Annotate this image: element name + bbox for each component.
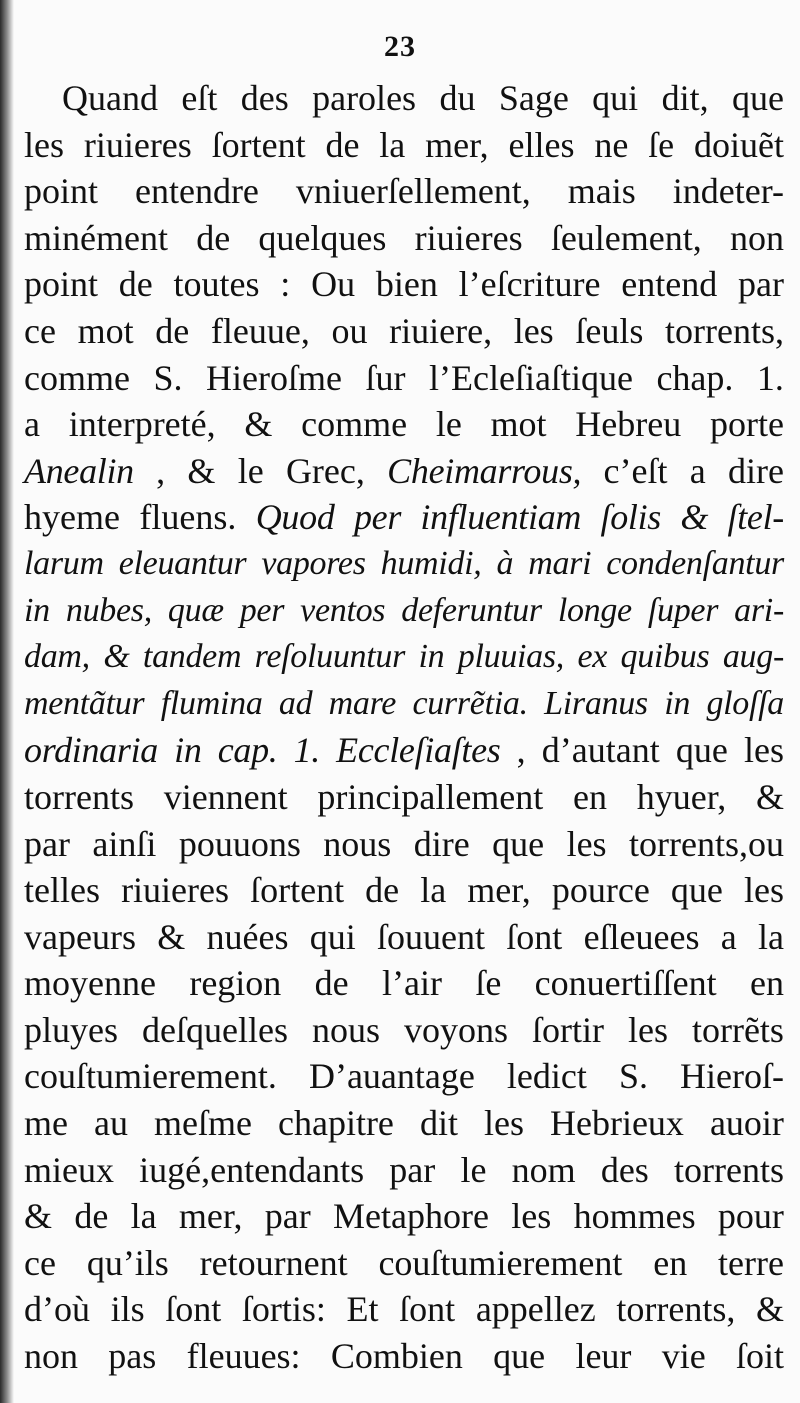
word: humidi, <box>380 544 482 582</box>
word: mer, <box>425 124 489 165</box>
word: indeter- <box>672 171 784 212</box>
word: les <box>743 870 784 911</box>
word: non <box>730 217 784 258</box>
word: la <box>758 916 784 957</box>
word: eleuantur <box>118 544 247 582</box>
word: vapeurs <box>24 916 136 957</box>
word: Cheimarrous, <box>387 450 582 491</box>
word: ſolis <box>600 497 662 538</box>
word: pource <box>551 870 650 911</box>
word: d’autant <box>541 730 660 771</box>
word: larum <box>24 544 104 582</box>
word: ce <box>24 310 56 351</box>
word: que <box>675 730 728 771</box>
word: ari- <box>734 591 784 629</box>
word: deferuntur <box>401 591 542 629</box>
word: Et <box>346 1289 379 1330</box>
word: chap. <box>656 357 734 398</box>
word: S. <box>618 1056 648 1097</box>
word: , <box>516 730 526 771</box>
word: ſur <box>365 357 406 398</box>
word: nous <box>323 823 392 864</box>
word: dam, <box>24 638 90 676</box>
word: voyons <box>403 1009 508 1050</box>
word: des <box>240 78 289 118</box>
text-line <box>24 401 784 448</box>
word: , <box>156 450 166 491</box>
word: tandem <box>142 638 242 676</box>
word: quelques <box>258 217 387 258</box>
word: la <box>379 124 406 165</box>
word: per <box>239 591 285 629</box>
word: par <box>738 264 784 305</box>
word: vie <box>661 1336 706 1377</box>
word: mieux <box>24 1149 114 1190</box>
word: ſeulement, <box>550 217 702 258</box>
word: par <box>24 823 70 864</box>
text-line <box>24 215 784 262</box>
word: ſeuls <box>575 310 644 351</box>
word: interpreté, <box>68 404 216 445</box>
word: reſoluuntur <box>254 638 406 676</box>
word: ventos <box>300 591 386 629</box>
word: pour <box>717 1196 784 1237</box>
text-line <box>24 588 784 635</box>
word: hommes <box>573 1196 696 1237</box>
word: point <box>24 171 99 212</box>
word: mare <box>328 684 397 722</box>
word: les <box>511 1196 552 1237</box>
word: que <box>492 823 545 864</box>
word: : <box>280 264 291 305</box>
word: pouuons <box>178 823 301 864</box>
word: porte <box>709 404 784 445</box>
word: Metaphore <box>333 1196 489 1237</box>
text-line <box>24 1100 784 1147</box>
word: & <box>24 1196 53 1237</box>
word: vapores <box>261 544 366 582</box>
word: elles <box>508 124 575 165</box>
word: in <box>24 591 50 629</box>
word: Hebrieux <box>549 1103 684 1144</box>
word: & <box>755 1289 784 1330</box>
word: que <box>731 78 784 118</box>
word: 1. <box>293 730 321 771</box>
word: a <box>720 916 737 957</box>
word: hyuer, <box>636 776 727 817</box>
word: mer, <box>467 870 531 911</box>
word: torrẽts <box>691 1009 784 1050</box>
word: & <box>187 450 216 491</box>
word: eſt <box>181 78 218 118</box>
word: a <box>24 404 40 445</box>
text-line <box>24 168 784 215</box>
word: pas <box>108 1336 157 1377</box>
word: dire <box>413 823 470 864</box>
word: ſe <box>648 124 675 165</box>
word: & <box>157 916 186 957</box>
word: torrents, <box>616 1289 736 1330</box>
page-number: 23 <box>384 30 416 63</box>
word: S. <box>153 357 183 398</box>
word: fleuues: <box>186 1336 301 1377</box>
text-line <box>24 960 784 1007</box>
text-line <box>24 75 784 122</box>
word: nous <box>311 1009 380 1050</box>
word: mot <box>77 310 134 351</box>
word: a <box>689 450 706 491</box>
word: Ou <box>311 264 356 305</box>
word: mentãtur <box>24 684 145 722</box>
word: quæ <box>167 591 224 629</box>
text-line <box>24 541 784 588</box>
word: la <box>130 1196 157 1237</box>
word: le <box>435 404 462 445</box>
word: du <box>439 78 476 118</box>
text-line <box>24 914 784 961</box>
word: en <box>573 776 607 817</box>
word: terre <box>718 1242 784 1283</box>
word: dit <box>419 1103 458 1144</box>
text-line <box>24 122 784 169</box>
text-line <box>24 774 784 821</box>
word: moyenne <box>24 963 156 1004</box>
word: que <box>493 1336 546 1377</box>
word: fluens. <box>139 497 237 538</box>
word: ſortent <box>250 870 345 911</box>
word: dit, <box>661 78 709 118</box>
word: les <box>627 1009 668 1050</box>
word: hyeme <box>24 497 120 538</box>
word: ordinaria <box>24 730 158 771</box>
word: de <box>365 870 400 911</box>
word: ad <box>278 684 313 722</box>
text-line <box>24 727 784 774</box>
word: que <box>670 870 723 911</box>
word: qui <box>592 78 639 118</box>
word: mer, <box>178 1196 243 1237</box>
word: & <box>244 404 273 445</box>
word: couſtumierement. <box>24 1056 277 1097</box>
word: ſortent <box>211 124 306 165</box>
word: les <box>483 1103 524 1144</box>
word: mot <box>490 404 547 445</box>
word: & <box>103 638 130 676</box>
word: le <box>237 450 264 491</box>
word: me <box>24 1103 68 1144</box>
word: couſtumierement <box>378 1242 623 1283</box>
word: l’Ecleſiaſtique <box>429 357 633 398</box>
word: ſont <box>165 1289 222 1330</box>
word: cap. <box>217 730 278 771</box>
text-line <box>24 1333 784 1380</box>
word: de <box>196 217 231 258</box>
word: ainſi <box>92 823 157 864</box>
text-line <box>24 1007 784 1054</box>
text-line <box>24 308 784 355</box>
word: au <box>94 1103 128 1144</box>
word: nubes, <box>65 591 152 629</box>
binding-shadow <box>0 0 14 1403</box>
word: ou <box>331 310 368 351</box>
word: D’auantage <box>308 1056 475 1097</box>
word: l’air <box>382 963 442 1004</box>
word: riuieres <box>83 124 192 165</box>
word: ex <box>577 638 608 676</box>
word: Anealin <box>24 450 134 491</box>
word: in <box>664 684 691 722</box>
word: meſme <box>154 1103 252 1144</box>
word: l’eſcriture <box>458 264 601 305</box>
word: ne <box>594 124 629 165</box>
word: de <box>314 963 349 1004</box>
word: longe <box>557 591 632 629</box>
word: appellez <box>475 1289 596 1330</box>
word: ſoit <box>735 1336 784 1377</box>
word: influentiam <box>420 497 582 538</box>
word: minément <box>24 217 168 258</box>
word: Sage <box>498 78 569 118</box>
word: eſleuees <box>583 916 700 957</box>
text-line <box>24 1053 784 1100</box>
word: torrents <box>674 1149 784 1190</box>
word: flumina <box>160 684 263 722</box>
word: nuées <box>206 916 289 957</box>
word: telles <box>24 870 100 911</box>
text-line <box>24 867 784 914</box>
text-line <box>24 355 784 402</box>
word: currẽtia. <box>412 684 528 722</box>
word: ſortis: <box>241 1289 326 1330</box>
word: riuieres <box>121 870 230 911</box>
word: qui <box>309 916 356 957</box>
word: & <box>680 497 709 538</box>
word: ce <box>24 1242 56 1283</box>
word: ils <box>110 1289 145 1330</box>
word: non <box>24 1336 78 1377</box>
word: entend <box>621 264 718 305</box>
word: quibus <box>620 638 710 676</box>
word: par <box>389 1149 436 1190</box>
word: en <box>653 1242 688 1283</box>
text-line <box>24 681 784 728</box>
word: paroles <box>312 78 417 118</box>
text-line <box>24 1147 784 1194</box>
word: ſont <box>506 916 563 957</box>
word: ſortir <box>531 1009 604 1050</box>
word: ſont <box>399 1289 456 1330</box>
text-line <box>24 821 784 868</box>
word: fleuue, <box>210 310 310 351</box>
word: toutes <box>173 264 260 305</box>
word: leur <box>575 1336 632 1377</box>
word: qu’ils <box>86 1242 169 1283</box>
word: comme <box>301 404 408 445</box>
word: auoir <box>709 1103 784 1144</box>
word: doiuẽt <box>693 124 784 165</box>
word: de <box>325 124 360 165</box>
word: par <box>264 1196 311 1237</box>
body-text <box>24 75 784 1380</box>
word: ſtel- <box>727 497 784 538</box>
word: viennent <box>163 776 288 817</box>
word: les <box>566 823 607 864</box>
word: de <box>118 264 153 305</box>
word: de <box>74 1196 109 1237</box>
text-line <box>24 448 784 495</box>
word: gloſſa <box>706 684 784 722</box>
word: iugé,entendants <box>139 1149 365 1190</box>
word: vniuerſellement, <box>295 171 531 212</box>
word: principallement <box>317 776 544 817</box>
word: ſe <box>475 963 502 1004</box>
word: Eccleſiaſtes <box>336 730 501 771</box>
word: les <box>24 124 64 165</box>
word: riuieres <box>414 217 523 258</box>
text-line <box>24 1193 784 1240</box>
word: ſuper <box>647 591 719 629</box>
word: riuiere, <box>389 310 493 351</box>
text-line <box>24 634 784 681</box>
word: 1. <box>756 357 784 398</box>
word: point <box>24 264 99 305</box>
word: condenſantur <box>606 544 784 582</box>
word: entendre <box>134 171 259 212</box>
word: Combien <box>330 1336 463 1377</box>
word: & <box>755 776 784 817</box>
word: retournent <box>199 1242 348 1283</box>
text-line <box>24 261 784 308</box>
word: Hieroſme <box>206 357 342 398</box>
word: mais <box>567 171 636 212</box>
word: la <box>420 870 447 911</box>
word: aug- <box>722 638 784 676</box>
word: mari <box>528 544 592 582</box>
word: conuertiſſent <box>534 963 717 1004</box>
word: in <box>418 638 445 676</box>
word: les <box>513 310 554 351</box>
word: ſouuent <box>377 916 486 957</box>
word: pluyes <box>24 1009 118 1050</box>
word: deſquelles <box>142 1009 288 1050</box>
word: le <box>460 1149 487 1190</box>
text-line <box>24 494 784 541</box>
word: nom <box>511 1149 576 1190</box>
word: Quod <box>255 497 335 538</box>
word: à <box>496 544 514 582</box>
word: region <box>189 963 282 1004</box>
word: per <box>353 497 402 538</box>
word: torrents,ou <box>629 823 784 864</box>
word: Quand <box>62 78 158 118</box>
word: dire <box>727 450 784 491</box>
word: pluuias, <box>457 638 565 676</box>
word: Liranus <box>544 684 648 722</box>
word: en <box>749 963 784 1004</box>
word: Hieroſ- <box>680 1056 784 1097</box>
word: c’eſt <box>603 450 668 491</box>
word: chapitre <box>277 1103 394 1144</box>
word: d’où <box>24 1289 90 1330</box>
word: bien <box>375 264 438 305</box>
word: ledict <box>506 1056 587 1097</box>
word: comme <box>24 357 130 398</box>
word: torrents, <box>664 310 784 351</box>
text-line <box>24 1286 784 1333</box>
word: torrents <box>24 776 134 817</box>
word: in <box>174 730 202 771</box>
word: Grec, <box>285 450 365 491</box>
text-line <box>24 1240 784 1287</box>
word: les <box>743 730 784 771</box>
word: Hebreu <box>575 404 682 445</box>
word: des <box>600 1149 649 1190</box>
word: de <box>155 310 190 351</box>
